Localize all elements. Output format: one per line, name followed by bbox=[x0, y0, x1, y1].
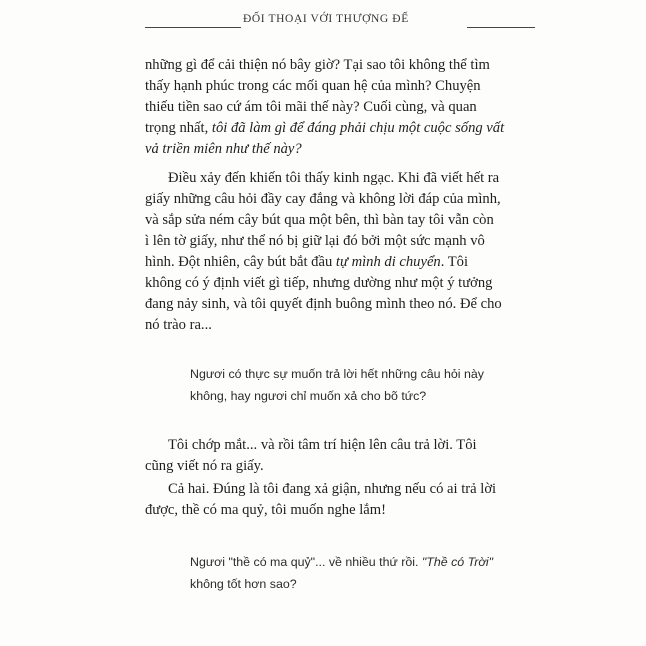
text-line: thấy hạnh phúc trong các mối quan hệ của mình? Chuyện bbox=[145, 78, 481, 94]
header-title: ĐỐI THOẠI VỚI THƯỢNG ĐẾ bbox=[243, 13, 409, 25]
text-line: những gì để cải thiện nó bây giờ? Tại sao tôi không thể tìm bbox=[145, 57, 490, 73]
text-line: cũng viết nó ra giấy. bbox=[145, 458, 264, 474]
text-line: được, thề có ma quỷ, tôi muốn nghe lắm! bbox=[145, 502, 386, 518]
text-line: thiếu tiền sao cứ ám tôi mãi thế này? Cuối cùng, và quan bbox=[145, 99, 477, 115]
italic-span: "Thề có Trời" bbox=[421, 555, 494, 569]
text-line: và sắp sửa ném cây bút qua một bên, thì bàn tay tôi vẫn còn bbox=[145, 212, 494, 228]
italic-span: tự mình di chuyển bbox=[335, 254, 441, 270]
text-line: ì lên tờ giấy, như thể nó bị giữ lại đó bởi một sức mạnh vô bbox=[145, 233, 485, 249]
text-line: không có ý định viết gì tiếp, nhưng dường như một ý tưởng bbox=[145, 275, 493, 291]
text-span: trọng nhất, bbox=[145, 120, 212, 136]
text-line bbox=[190, 555, 493, 569]
text-line: Điều xảy đến khiến tôi thấy kinh ngạc. Khi đã viết hết ra bbox=[168, 170, 500, 186]
header-rule-left bbox=[145, 27, 241, 28]
text-line: nó trào ra... bbox=[145, 317, 212, 333]
text-line: Cả hai. Đúng là tôi đang xả giận, nhưng nếu có ai trả lời bbox=[168, 481, 497, 497]
text-line bbox=[145, 254, 468, 271]
text-span: hình. Đột nhiên, cây bút bắt đầu bbox=[145, 254, 336, 270]
text-line: không tốt hơn sao? bbox=[190, 577, 297, 591]
text-line: Ngươi có thực sự muốn trả lời hết những câu hỏi này bbox=[190, 367, 484, 381]
text-line: đang nảy sinh, và tôi quyết định buông mình theo nó. Để cho bbox=[145, 296, 502, 312]
text-line: Tôi chớp mắt... và rồi tâm trí hiện lên câu trả lời. Tôi bbox=[168, 437, 477, 453]
text-line bbox=[145, 141, 302, 158]
italic-span: vả triền miên như thế này? bbox=[145, 141, 302, 157]
text-line: giấy những câu hỏi đầy cay đắng và không lời đáp của mình, bbox=[145, 191, 501, 207]
text-line: không, hay ngươi chỉ muốn xả cho bõ tức? bbox=[190, 389, 427, 403]
text-span: . Tôi bbox=[440, 254, 469, 270]
header-rule-right bbox=[467, 27, 535, 28]
running-header bbox=[145, 11, 535, 33]
text-line bbox=[145, 120, 504, 137]
italic-span: tôi đã làm gì để đáng phải chịu một cuộc sống vất bbox=[211, 120, 505, 136]
text-span: Ngươi "thề có ma quỷ"... về nhiều thứ rồi. bbox=[190, 555, 422, 569]
